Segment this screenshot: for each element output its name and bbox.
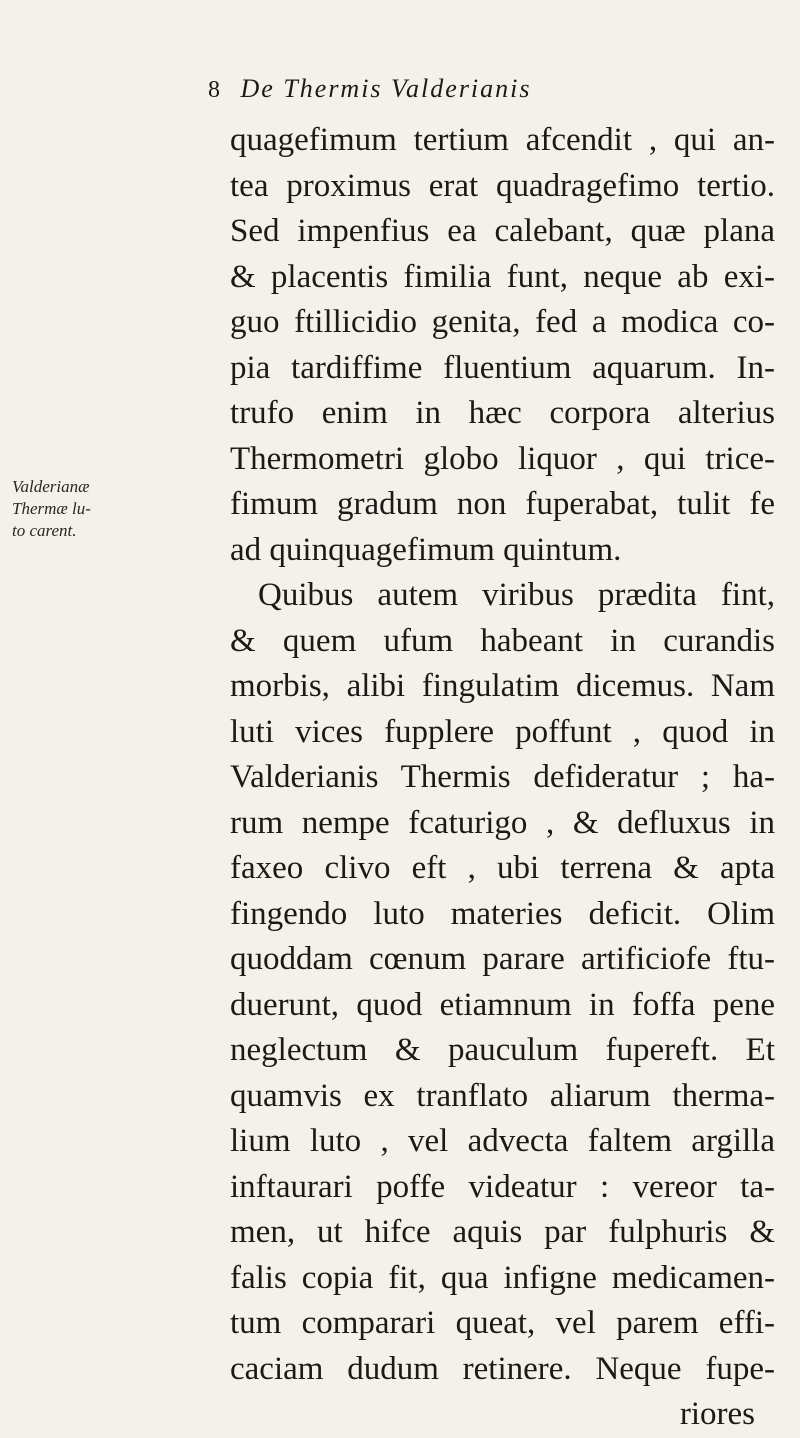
text-line: fimum gradum non fuperabat, tulit fe [230,486,775,522]
text-line: & quem ufum habeant in curandis [230,622,775,659]
text-line: Sed impenfius ea calebant, quæ plana [230,213,775,249]
text-line: lium luto , vel advecta faltem argilla [230,1123,775,1159]
catchword: riores [679,1396,755,1432]
text-line: quoddam cœnum parare artificiofe ftu- [230,941,775,977]
page-number: 8 [208,77,222,103]
marginal-note-line: Thermæ lu- [12,499,91,518]
running-header [208,74,768,114]
text-line: falis copia fit, qua infigne medicamen- [230,1259,775,1296]
text-line: faxeo clivo eft , ubi terrena & apta [230,850,775,886]
text-line: quagefimum tertium afcendit , qui an- [230,122,775,158]
text-line: caciam dudum retinere. Neque fupe- [230,1350,775,1387]
text-line: quamvis ex tranflato aliarum therma- [230,1077,775,1114]
marginal-note [12,476,112,542]
text-line: Valderianis Thermis defideratur ; ha- [230,759,775,795]
text-line: duerunt, quod etiamnum in foffa pene [230,986,775,1023]
text-line: neglectum & pauculum fupereft. Et [230,1032,775,1068]
text-line: tea proximus erat quadragefimo tertio. [230,167,775,204]
text-line: guo ftillicidio genita, fed a modica co- [230,304,775,340]
text-line: luti vices fupplere poffunt , quod in [230,713,775,750]
text-line: tum comparari queat, vel parem effi- [230,1305,775,1341]
text-line: fingendo luto materies deficit. Olim [230,895,775,932]
text-line: & placentis fimilia funt, neque ab exi- [230,258,775,295]
text-line: ad quinquagefimum quintum. [230,531,622,568]
paragraph-start-line: Quibus autem viribus prædita fint, [258,577,775,613]
text-line: rum nempe fcaturigo , & defluxus in [230,804,775,841]
text-line: pia tardiffime fluentium aquarum. In- [230,349,775,386]
text-line: trufo enim in hæc corpora alterius [230,395,775,431]
body-text [230,118,775,1438]
marginal-note-line: to carent. [12,521,77,540]
running-title: De Thermis Valderianis [240,74,532,103]
text-line: Thermometri globo liquor , qui trice- [230,440,775,477]
text-line: morbis, alibi fingulatim dicemus. Nam [230,668,775,704]
text-line: inftaurari poffe videatur : vereor ta- [230,1168,775,1205]
text-line: men, ut hifce aquis par fulphuris & [230,1214,775,1250]
marginal-note-line: Valderianæ [12,477,90,496]
